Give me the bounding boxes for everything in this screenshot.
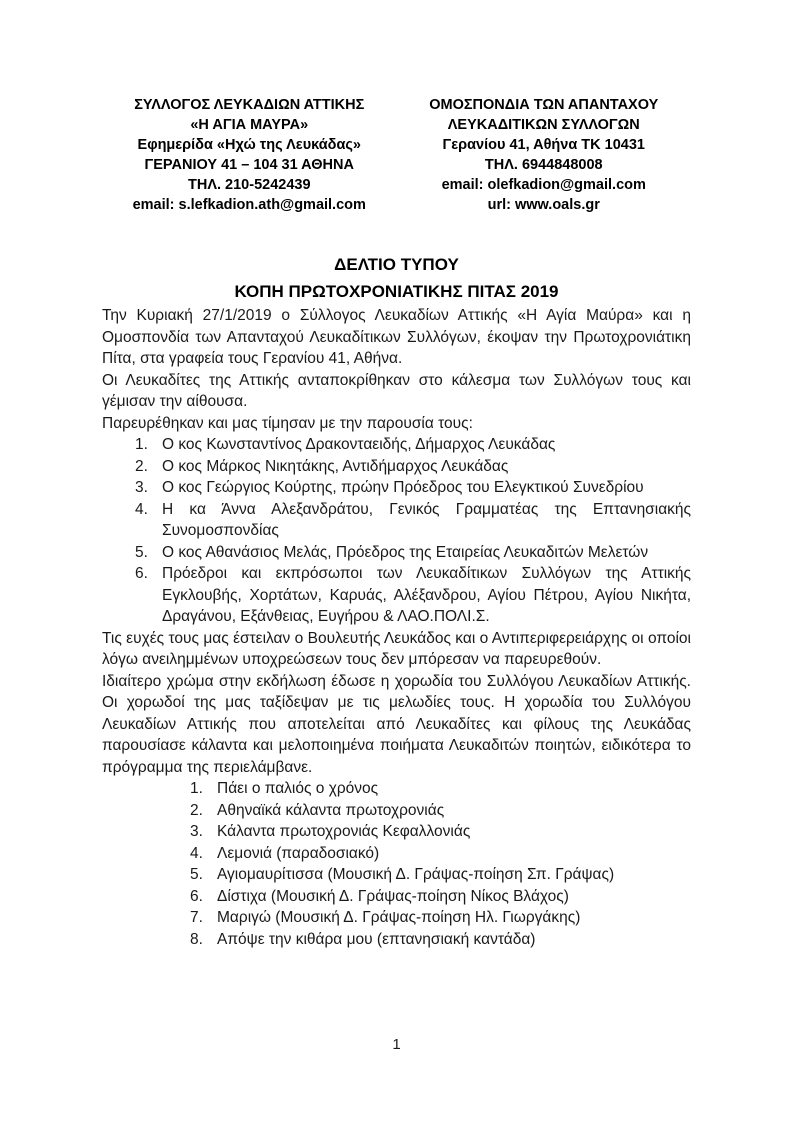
- attendee-item: Ο κος Μάρκος Νικητάκης, Αντιδήμαρχος Λευκάδας: [162, 457, 509, 475]
- attendee-item: Πρόεδροι και εκπρόσωποι των Λευκαδίτικων Συλλόγων της Αττικής Εγκλουβής, Χορτάτων, Καρυάς, Αλέξανδρου, Αγίου Πέτρου, Αγίου Νικήτα, Δραγάνου, Εξάνθειας, Ευγήρου & ΛΑΟ.ΠΟΛΙ.Σ.: [162, 565, 691, 625]
- program-item: Αθηναϊκά κάλαντα πρωτοχρονιάς: [217, 801, 445, 819]
- paragraph-event-intro: Την Κυριακή 27/1/2019 ο Σύλλογος Λευκαδίων Αττικής «Η Αγία Μαύρα» και η Ομοσπονδία των Απανταχού Λευκαδίτικων Συλλόγων, έκοψαν την Πρωτοχρονιάτικη Πίτα, στα γραφεία τους Γερανίου 41, Αθήνα.: [102, 307, 691, 367]
- right-org-name-line2: ΛΕΥΚΑΔΙΤΙΚΩΝ ΣΥΛΛΟΓΩΝ: [447, 117, 640, 133]
- right-address: Γερανίου 41, Αθήνα ΤΚ 10431: [442, 137, 645, 153]
- left-address: ΓΕΡΑΝΙΟΥ 41 – 104 31 ΑΘΗΝΑ: [144, 157, 354, 173]
- right-org-name-line1: ΟΜΟΣΠΟΝΔΙΑ ΤΩΝ ΑΠΑΝΤΑΧΟΥ: [429, 97, 659, 113]
- program-list: [102, 778, 691, 950]
- program-item: Λεμονιά (παραδοσιακό): [217, 844, 380, 862]
- program-item: Μαριγώ (Μουσική Δ. Γράψας-ποίηση Ηλ. Γιωργάκης): [217, 909, 581, 926]
- letterhead: [102, 95, 691, 215]
- letterhead-left: [102, 95, 397, 215]
- left-phone: ΤΗΛ. 210-5242439: [187, 177, 311, 193]
- right-url: url: www.oals.gr: [487, 197, 600, 213]
- program-item: Πάει ο παλιός ο χρόνος: [217, 780, 379, 797]
- attendees-list: [102, 434, 691, 628]
- program-item: Αγιομαυρίτισσα (Μουσική Δ. Γράψας-ποίηση Σπ. Γράψας): [217, 866, 615, 883]
- title-line-2: ΚΟΠΗ ΠΡΩΤΟΧΡΟΝΙΑΤΙΚΗΣ ΠΙΤΑΣ 2019: [234, 282, 559, 301]
- attendee-item: Ο κος Γεώργιος Κούρτης, πρώην Πρόεδρος του Ελεγκτικού Συνεδρίου: [162, 479, 644, 496]
- paragraph-attendees-intro: Παρευρέθηκαν και μας τίμησαν με την παρουσία τους:: [102, 414, 473, 432]
- attendee-item: Η κα Άννα Αλεξανδράτου, Γενικός Γραμματέας της Επτανησιακής Συνομοσπονδίας: [162, 500, 691, 539]
- left-org-subtitle: «Η ΑΓΙΑ ΜΑΥΡΑ»: [190, 117, 309, 133]
- attendee-item: Ο κος Αθανάσιος Μελάς, Πρόεδρος της Εταιρείας Λευκαδιτών Μελετών: [162, 543, 649, 561]
- right-email: email: olefkadion@gmail.com: [441, 177, 646, 193]
- attendee-item: Ο κος Κωνσταντίνος Δρακονταειδής, Δήμαρχος Λευκάδας: [162, 436, 556, 453]
- paragraph-attendance: Οι Λευκαδίτες της Αττικής ανταποκρίθηκαν στο κάλεσμα των Συλλόγων τους και γέμισαν την αίθουσα.: [102, 371, 691, 410]
- document-body: [102, 305, 691, 950]
- left-email: email: s.lefkadion.ath@gmail.com: [132, 197, 366, 213]
- right-phone: ΤΗΛ. 6944848008: [484, 157, 603, 173]
- program-item: Κάλαντα πρωτοχρονιάς Κεφαλλονιάς: [217, 823, 471, 840]
- letterhead-right: [397, 95, 692, 215]
- page-number: 1: [392, 1036, 401, 1053]
- program-item: Απόψε την κιθάρα μου (επτανησιακή καντάδα): [217, 930, 536, 948]
- press-release-title: [102, 251, 691, 305]
- left-org-name: ΣΥΛΛΟΓΟΣ ΛΕΥΚΑΔΙΩΝ ΑΤΤΙΚΗΣ: [134, 97, 365, 113]
- left-newspaper: Εφημερίδα «Ηχώ της Λευκάδας»: [137, 137, 361, 153]
- program-item: Δίστιχα (Μουσική Δ. Γράψας-ποίηση Νίκος Βλάχος): [217, 887, 569, 905]
- paragraph-choir: Ιδιαίτερο χρώμα στην εκδήλωση έδωσε η χορωδία του Συλλόγου Λευκαδίων Αττικής. Οι χορωδοί της μας ταξίδεψαν με τις μελωδίες τους. Η χορωδία του Συλλόγου Λευκαδίων Αττικής που αποτελείται από Λευκαδίτες και φίλους της Λευκάδας παρουσίασε κάλαντα και μελοποιημένα ποιήματα Λευκαδιτών ποιητών, ειδικότερα το πρόγραμμα της περιελάμβανε.: [102, 672, 691, 776]
- title-line-1: ΔΕΛΤΙΟ ΤΥΠΟΥ: [334, 255, 459, 274]
- paragraph-wishes: Τις ευχές τους μας έστειλαν ο Βουλευτής Λευκάδος και ο Αντιπεριφερειάρχης οι οποίοι λόγω ανειλημμένων υποχρεώσεων τους δεν μπόρεσαν να παρευρεθούν.: [102, 629, 691, 668]
